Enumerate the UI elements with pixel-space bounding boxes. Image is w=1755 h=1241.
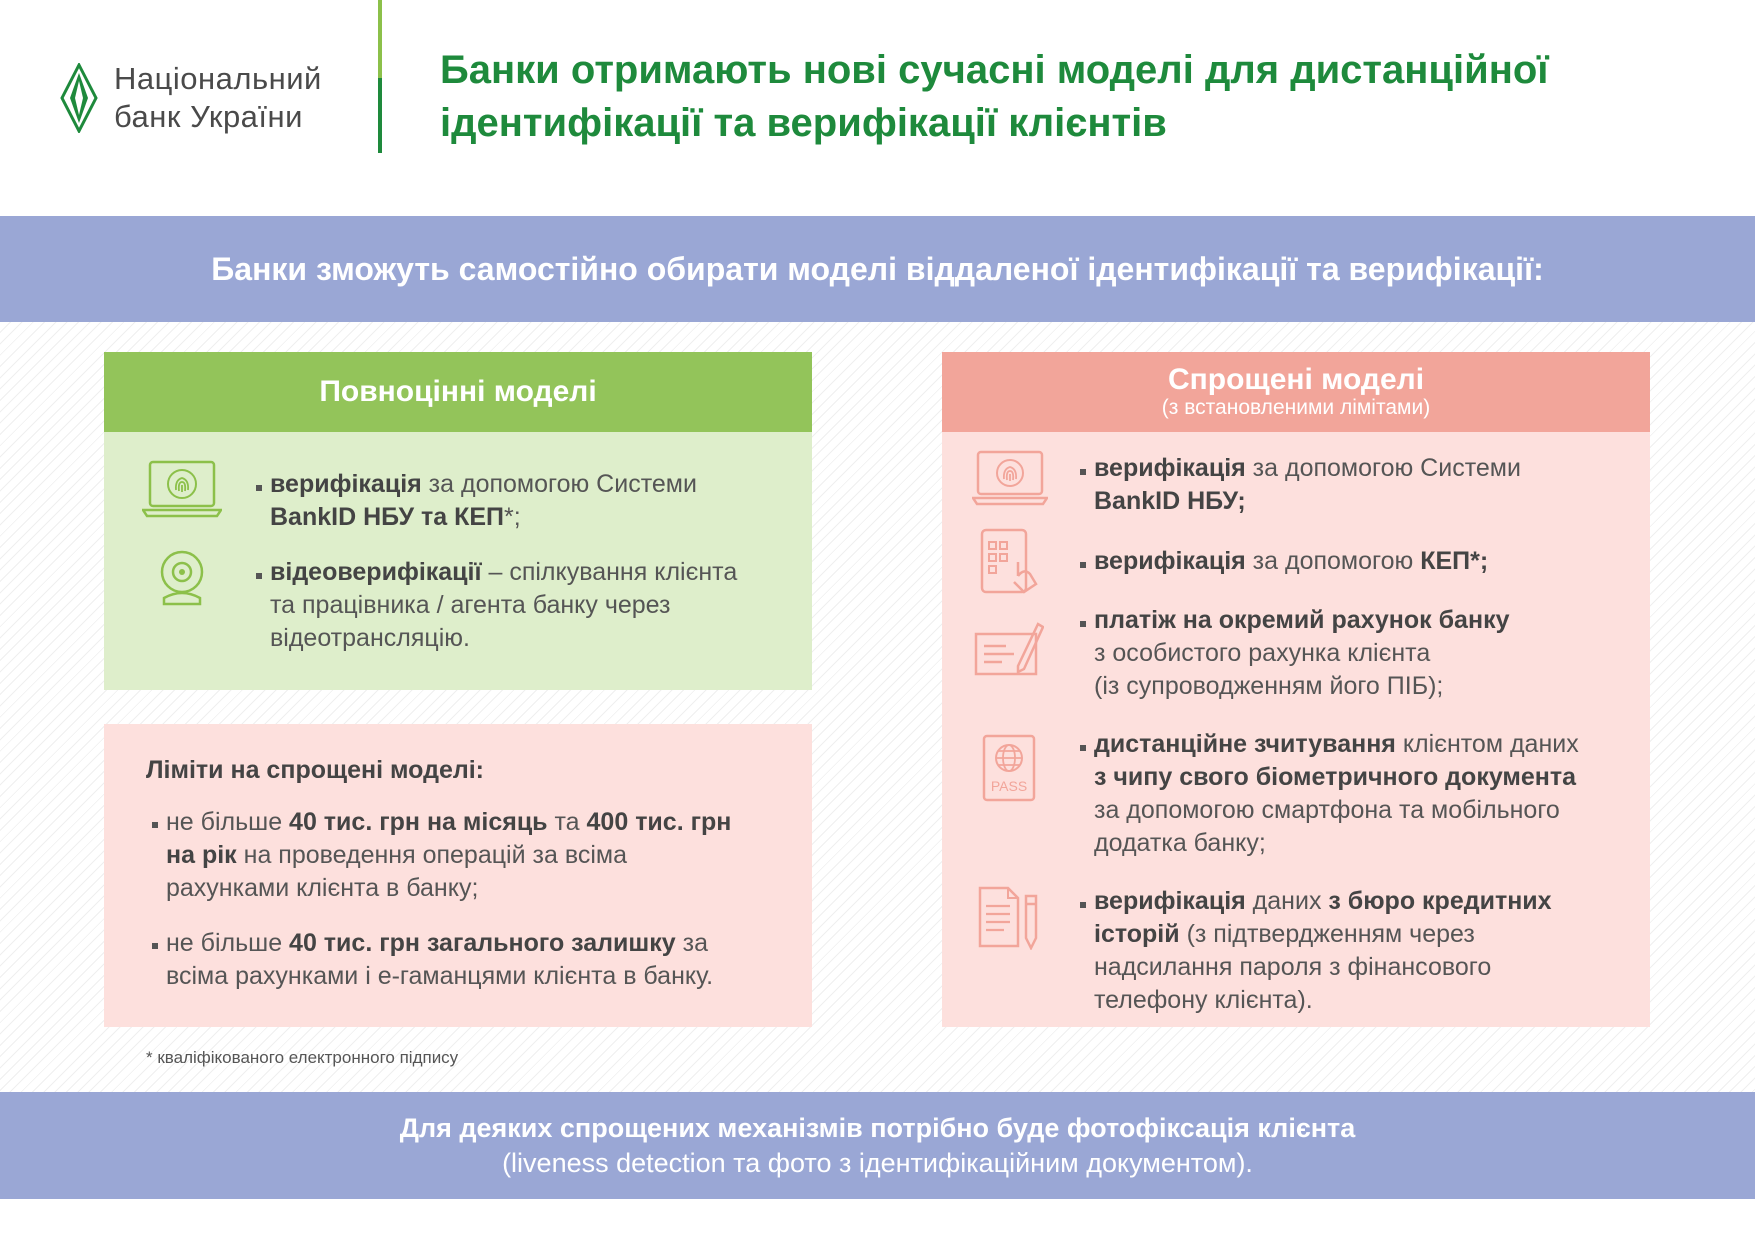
simplified-models-panel — [942, 352, 1650, 1027]
webcam-icon — [154, 548, 210, 606]
bullet — [1080, 902, 1086, 908]
simplified-models-title: Спрощені моделі — [1167, 363, 1425, 396]
simp-item-payment: платіж на окремий рахунок банку з особистого рахунка клієнта (із супроводженням його ПІБ); — [1094, 606, 1510, 700]
footnote: * кваліфікованого електронного підпису — [146, 1048, 459, 1067]
limits-title: Ліміти на спрощені моделі: — [146, 756, 485, 784]
bullet — [1080, 562, 1086, 568]
full-models-header — [104, 352, 812, 432]
full-models-panel — [104, 352, 812, 690]
nbu-logo — [58, 58, 358, 138]
bullet — [256, 485, 262, 491]
top-banner — [0, 216, 1755, 322]
document-pen-icon — [974, 620, 1044, 678]
bullet — [152, 943, 158, 949]
simplified-models-subtitle: (з встановленими лімітами) — [1161, 396, 1431, 419]
top-banner-text: Банки зможуть самостійно обирати моделі віддаленої ідентифікації та верифікації: — [211, 250, 1544, 287]
bottom-banner-line2: (liveness detection та фото з ідентифікаційним документом). — [502, 1147, 1253, 1178]
laptop-fingerprint-icon — [142, 460, 222, 518]
bottom-banner-line1: Для деяких спрощених механізмів потрібно буде фотофіксація клієнта — [399, 1112, 1356, 1143]
simp-item-kep: верифікація за допомогою КЕП*; — [1094, 547, 1489, 575]
bullet — [1080, 745, 1086, 751]
full-models-title: Повноцінні моделі — [319, 375, 597, 408]
title-line1: Банки отримають нові сучасні моделі для дистанційної — [440, 48, 1549, 92]
passport-icon — [982, 734, 1036, 802]
simp-item-biometric: дистанційне зчитування клієнтом даних з чипу свого біометричного документа за допомогою смартфона та мобільного додатка банку; — [1094, 730, 1579, 857]
limit-item-monthly: не більше 40 тис. грн на місяць та 400 тис. грн на рік на проведення операцій за всіма рахунками клієнта в банку; — [166, 808, 732, 902]
nbu-emblem-icon — [58, 63, 100, 133]
bullet — [1080, 621, 1086, 627]
bullet — [256, 573, 262, 579]
title-line2: ідентифікації та верифікації клієнтів — [440, 101, 1167, 145]
tablet-touch-icon — [980, 528, 1040, 596]
logo-line1: Національний — [114, 61, 322, 96]
simp-item-credit-bureau: верифікація даних з бюро кредитних історій (з підтвердженням через надсилання пароля з фінансового телефону клієнта). — [1094, 887, 1552, 1014]
document-pencil-icon — [978, 886, 1042, 950]
simplified-models-header — [942, 352, 1650, 432]
bullet — [152, 822, 158, 828]
page-title — [440, 44, 1720, 150]
laptop-fingerprint-icon — [972, 450, 1048, 506]
bottom-banner — [0, 1092, 1755, 1199]
full-item-video: відеоверифікації – спілкування клієнта та працівника / агента банку через відеотрансляцію. — [270, 558, 738, 652]
full-item-bankid: верифікація за допомогою Системи BankID НБУ та КЕП*; — [270, 470, 697, 531]
logo-line2: банк України — [114, 99, 303, 134]
simp-item-bankid: верифікація за допомогою Системи BankID НБУ; — [1094, 454, 1521, 515]
limit-item-balance: не більше 40 тис. грн загального залишку за всіма рахунками і е-гаманцями клієнта в банку. — [166, 929, 714, 990]
passport-icon-label: PASS — [990, 778, 1028, 794]
bullet — [1080, 469, 1086, 475]
header-divider — [378, 0, 382, 153]
limits-panel — [104, 724, 812, 1027]
